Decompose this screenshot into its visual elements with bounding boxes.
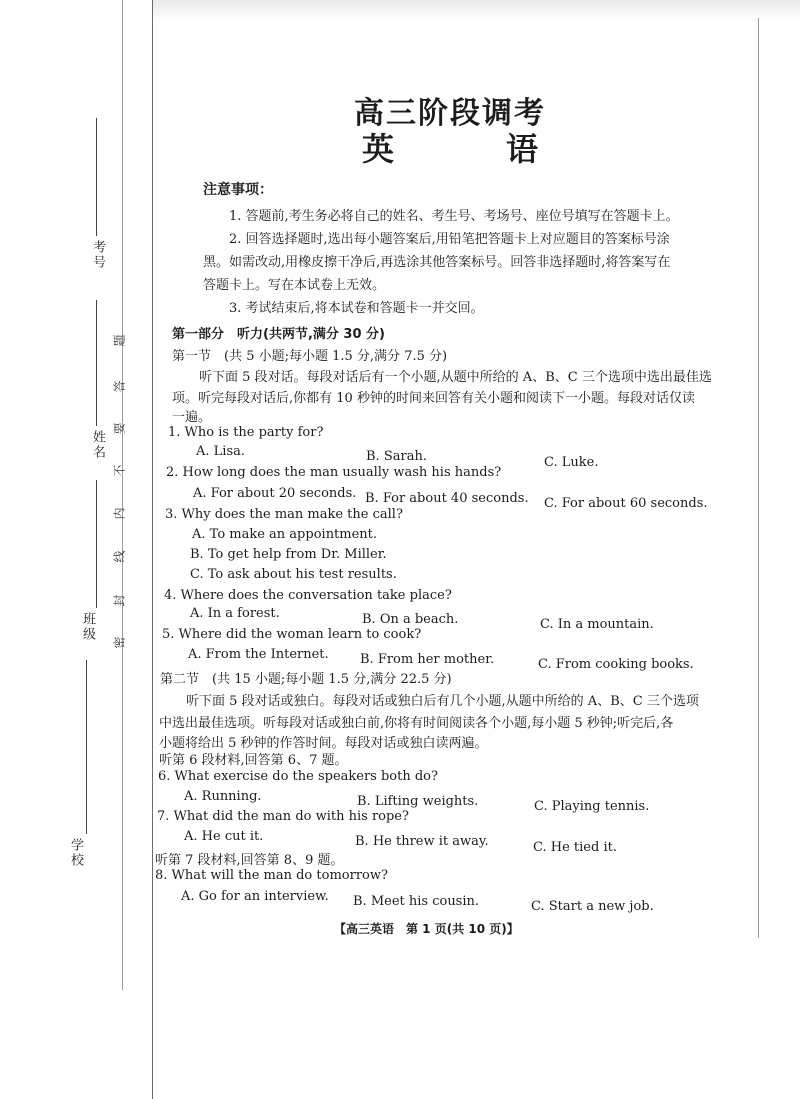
exam-title: 高三阶段调考	[354, 96, 546, 131]
class-label: 班级	[80, 612, 95, 642]
right-page-edge	[758, 18, 759, 938]
option-b: B. For about 40 seconds.	[365, 491, 529, 506]
option-c: C. In a mountain.	[540, 617, 654, 632]
seal-char: 要	[112, 422, 127, 435]
material-note: 听第 6 段材料,回答第 6、7 题。	[159, 753, 348, 768]
option-c: C. From cooking books.	[538, 657, 694, 672]
question-stem: 2. How long does the man usually wash his hands?	[166, 465, 502, 480]
notice-line: 2. 回答选择题时,选出每小题答案后,用铅笔把答题卡上对应题目的答案标号涂	[229, 232, 670, 247]
question-stem: 3. Why does the man make the call?	[165, 507, 403, 522]
option-a: A. Lisa.	[196, 444, 245, 459]
option-a: A. From the Internet.	[188, 647, 329, 662]
name-line	[96, 300, 97, 426]
subject-title: 英 语	[361, 130, 578, 168]
notice-line: 3. 考试结束后,将本试卷和答题卡一并交回。	[229, 301, 484, 316]
name-label: 姓名	[90, 430, 105, 460]
option-a: A. In a forest.	[190, 606, 280, 621]
option-b: B. Lifting weights.	[357, 794, 479, 809]
option-b: B. He threw it away.	[355, 834, 489, 849]
section2-instructions: 听下面 5 段对话或独白。每段对话或独白后有几个小题,从题中所给的 A、B、C 三个选项	[186, 694, 699, 709]
option-a: A. He cut it.	[184, 829, 264, 844]
question-stem: 5. Where did the woman learn to cook?	[162, 627, 422, 642]
page-top-shadow	[153, 0, 800, 22]
part1-heading: 第一部分 听力(共两节,满分 30 分)	[172, 327, 385, 342]
option-a: A. To make an appointment.	[192, 527, 378, 542]
option-b: B. On a beach.	[362, 612, 459, 627]
option-b: B. To get help from Dr. Miller.	[190, 547, 387, 562]
option-c: C. Playing tennis.	[534, 799, 650, 814]
binding-edge	[152, 0, 153, 1099]
section1-instructions: 听下面 5 段对话。每段对话后有一个小题,从题中所给的 A、B、C 三个选项中选出最佳选	[199, 370, 712, 385]
exam-no-label: 考号	[90, 240, 105, 270]
notice-line: 1. 答题前,考生务必将自己的姓名、考生号、考场号、座位号填写在答题卡上。	[229, 209, 679, 224]
option-a: A. Running.	[184, 789, 262, 804]
option-b: B. Meet his cousin.	[353, 894, 480, 909]
question-stem: 7. What did the man do with his rope?	[157, 809, 409, 824]
option-c: C. Start a new job.	[531, 899, 654, 914]
option-a: A. Go for an interview.	[181, 889, 329, 904]
option-c: C. To ask about his test results.	[190, 567, 397, 582]
outer-fold-line	[122, 0, 123, 990]
material-note: 听第 7 段材料,回答第 8、9 题。	[155, 853, 344, 868]
option-c: C. Luke.	[544, 455, 599, 470]
section2-instructions: 小题将给出 5 秒钟的作答时间。每段对话或独白读两遍。	[159, 736, 488, 751]
question-stem: 4. Where does the conversation take place?	[164, 588, 452, 603]
option-c: C. He tied it.	[533, 840, 617, 855]
section1-heading: 第一节 (共 5 小题;每小题 1.5 分,满分 7.5 分)	[172, 349, 448, 364]
question-stem: 8. What will the man do tomorrow?	[155, 868, 388, 883]
page-footer: 【高三英语 第 1 页(共 10 页)】	[334, 922, 519, 936]
section1-instructions: 一遍。	[172, 410, 212, 425]
section1-instructions: 项。听完每段对话后,你都有 10 秒钟的时间来回答有关小题和阅读下一小题。每段对话仅读	[172, 391, 695, 406]
question-stem: 1. Who is the party for?	[168, 425, 324, 440]
seal-char: 题	[112, 334, 127, 347]
class-line	[96, 480, 97, 608]
seal-char: 内	[112, 507, 127, 520]
school-line	[86, 660, 87, 834]
option-c: C. For about 60 seconds.	[544, 496, 708, 511]
seal-char: 不	[112, 464, 127, 477]
notice-line: 答题卡上。写在本试卷上无效。	[203, 278, 386, 293]
option-b: B. Sarah.	[366, 449, 427, 464]
seal-char: 封	[112, 594, 127, 607]
option-b: B. From her mother.	[360, 652, 495, 667]
section2-instructions: 中选出最佳选项。听每段对话或独白前,你将有时间阅读各个小题,每小题 5 秒钟;听完后,各	[159, 716, 674, 731]
section2-heading: 第二节 (共 15 小题;每小题 1.5 分,满分 22.5 分)	[160, 672, 452, 687]
option-a: A. For about 20 seconds.	[193, 486, 357, 501]
exam-no-line	[96, 118, 97, 236]
question-stem: 6. What exercise do the speakers both do?	[158, 769, 438, 784]
seal-char: 密	[112, 636, 127, 649]
seal-char: 线	[112, 550, 127, 563]
notice-line: 黑。如需改动,用橡皮擦干净后,再选涂其他答案标号。回答非选择题时,将答案写在	[203, 255, 671, 270]
notice-heading: 注意事项：	[203, 182, 273, 198]
school-label: 学校	[68, 838, 83, 868]
seal-char: 答	[112, 380, 127, 393]
